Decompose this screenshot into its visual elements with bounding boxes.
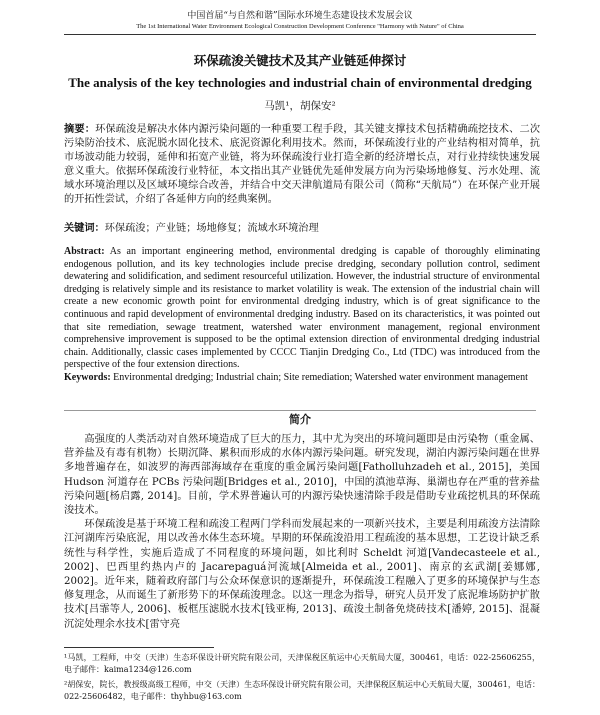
abstract-zh-label: 摘要： <box>64 123 96 135</box>
paper-title-zh: 环保疏浚关键技术及其产业链延伸探讨 <box>193 53 407 68</box>
keywords-zh-text: 环保疏浚；产业链；场地修复；流域水环境治理 <box>104 223 319 234</box>
conference-header <box>0 10 600 31</box>
keywords-en-label: Keywords: <box>64 371 111 383</box>
footnote-1: ¹马凯，工程师，中交（天津）生态环保设计研究院有限公司，天津保税区航运中心天航局大厦，300461，电话：022-25606255，电子邮件：kaima1234@126.com <box>64 653 540 674</box>
abstract-en-label: Abstract: <box>64 246 105 257</box>
conference-title-en: The 1st International Water Environment Ecological Construction Development Conference "Harmony with Nature" of China <box>136 23 464 30</box>
introduction-body <box>64 433 540 632</box>
keywords-zh <box>64 221 540 236</box>
paper-title-en: The analysis of the key technologies and industrial chain of environmental dredging <box>68 75 532 90</box>
header-divider <box>64 34 536 35</box>
footnote-divider <box>64 647 214 648</box>
authors: 马凯¹，胡保安² <box>264 100 336 112</box>
keywords-en-text: Environmental dredging; Industrial chain; Site remediation; Watershed water environment management <box>113 371 528 383</box>
footnotes <box>64 652 540 706</box>
keywords-zh-label: 关键词： <box>64 222 105 234</box>
abstract-zh <box>64 122 540 208</box>
abstract-en-text: As an important engineering method, environmental dredging is capable of thoroughly eliminating endogenous pollution, and its key technologies include precise dredging, secondary pollution control, sediment dewatering and solidification, and sediment resourceful utilization. However, the industrial structure of environmental dredging is relatively simple and its resistance to market volatility is weak. The extension of the industrial chain will create a new economic growth point for environmental dredging industry, which is of great significance to the continuous and rapid development of environmental dredging industry. Based on its characteristics, it was pointed out that site remediation, sewage treatment, watershed water environment management, regional environment comprehensive improvement is supposed to be the optimal extension direction of environmental dredging industrial chain. Additionally, classic cases implemented by CCCC Tianjin Dredging Co., Ltd (TDC) was introduced from the perspective of the four extension directions. <box>64 246 540 371</box>
section-heading-intro: 简介 <box>289 413 311 426</box>
intro-paragraph-2: 环保疏浚是基于环境工程和疏浚工程两门学科而发展起来的一项新兴技术，主要是利用疏浚方法清除江河湖库污染底泥，用以改善水体生态环境。早期的环保疏浚沿用工程疏浚的基本思想，工艺设计缺乏系统性与科学性，实施后造成了不同程度的环境问题，如比利时 Scheldt 河道[Vandecasteele et al., 2002]、巴西里约热内卢的 Jacarepaguá河流域[Almeida et al., 2001]、南京的玄武湖[姜娜娜, 2002]。近年来，随着政府部门与公众环保意识的逐渐提升，环保疏浚工程融入了更多的环境保护与生态修复理念，从而诞生了新形势下的环保疏浚理念。以这一理念为指导，研究人员开发了底泥堆场防护扩散技术[吕霏等人, 2006]、板框压滤脱水技术[钱亚梅, 2013]、疏浚土制备免烧砖技术[潘婷, 2015]、混凝沉淀处理余水技术[雷守亮 <box>64 519 540 630</box>
abstract-zh-text: 环保疏浚是解决水体内源污染问题的一种重要工程手段，其关键支撑技术包括精确疏挖技术、二次污染防治技术、底泥脱水固化技术、底泥资源化利用技术。然而，环保疏浚行业的产业结构相对简单，抗市场波动能力较弱，延伸和拓宽产业链，将为环保疏浚行业打造全新的经济增长点，对行业持续快速发展意义重大。依据环保疏浚行业特征，本文指出其产业链优先延伸发展方向为污染场地修复、污水处理、流域水环境治理以及区域环境综合改善，并结合中交天津航道局有限公司（简称“天航局”）在环保产业开展的开拓性尝试，介绍了各延伸方向的经典案例。 <box>64 124 541 206</box>
abstract-en <box>64 246 540 385</box>
intro-paragraph-1: 高强度的人类活动对自然环境造成了巨大的压力，其中尤为突出的环境问题即是由污染物（重金属、营养盐及有毒有机物）长期沉降、累积而形成的水体内源污染问题。研究发现，湖泊内源污染问题在世界多地普遍存在，如波罗的海西部海域存在重度的重金属污染问题[Fatholluhzadeh et al., 2015]，美国 Hudson 河道存在 PCBs 污染问题[Bridges et al., 2010]，中国的滇池草海、巢湖也存在严重的营养盐污染问题[杨启露, 2014]。目前，学术界普遍认可的内源污染快速清除手段是借助专业疏挖机具的环保疏浚技术。 <box>64 434 540 517</box>
conference-title-zh: 中国首届“与自然和谐”国际水环境生态建设技术发展会议 <box>187 11 413 21</box>
footnote-2: ²胡保安，院长，教授级高级工程师，中交（天津）生态环保设计研究院有限公司，天津保税区航运中心天航局大厦，300461，电话：022-25606482，电子邮件：thyhbu@163.com <box>64 680 540 701</box>
